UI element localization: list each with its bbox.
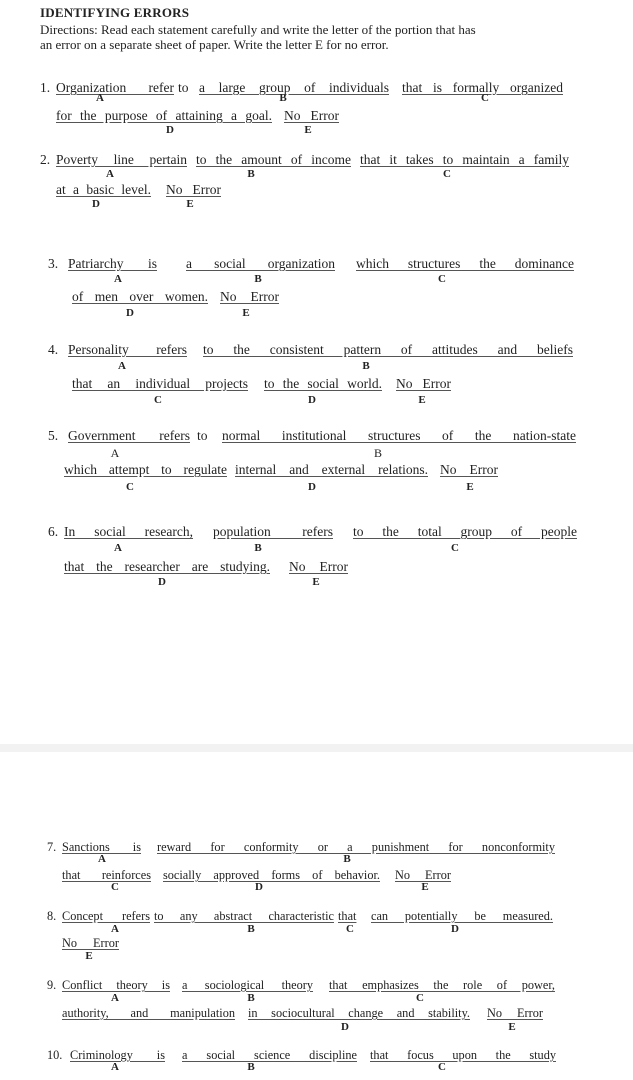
question-number: 1.: [40, 80, 51, 95]
portion-letter-label: E: [85, 950, 93, 962]
directions-line-2: an error on a separate sheet of paper. Write the letter E for no error.: [40, 37, 389, 52]
portion-letter-label: E: [421, 881, 429, 893]
portion-letter-label: C: [416, 992, 424, 1004]
portion-letter-label: B: [247, 168, 255, 180]
portion-letter-label: A: [114, 542, 122, 554]
statement-portion: that an individual projects: [72, 376, 248, 391]
statement-portion: Conflict theory is: [62, 978, 170, 992]
portion-letter-label: B: [247, 1061, 255, 1073]
portion-letter-label: B: [247, 992, 255, 1004]
statement-portion: that the researcher are studying.: [64, 559, 270, 574]
portion-letter-label: B: [373, 446, 383, 460]
portion-letter-label: A: [96, 92, 104, 104]
statement-portion: Criminology is: [70, 1048, 165, 1062]
statement-portion: to the social world.: [264, 376, 382, 391]
statement-portion: In social research,: [64, 524, 193, 539]
portion-letter-label: E: [186, 198, 194, 210]
statement-portion: Poverty line pertain: [56, 152, 187, 167]
portion-letter-label: D: [255, 881, 263, 893]
portion-letter-label: C: [443, 168, 451, 180]
portion-letter-label: A: [110, 446, 120, 460]
statement-portion: to the consistent pattern of attitudes and beliefs: [203, 342, 573, 357]
statement-portion: that: [338, 909, 357, 923]
portion-letter-label: C: [451, 542, 459, 554]
statement-portion: a social science discipline: [182, 1048, 357, 1062]
portion-letter-label: C: [481, 92, 489, 104]
statement-portion: reward for conformity or a punishment for nonconformity: [157, 840, 555, 854]
question-number: 3.: [48, 256, 59, 271]
statement-portion: No Error: [395, 868, 451, 882]
portion-letter-label: D: [166, 124, 174, 136]
portion-letter-label: A: [111, 992, 119, 1004]
statement-portion: that it takes to maintain a family: [360, 152, 569, 167]
portion-letter-label: A: [111, 1061, 119, 1073]
statement-portion: Sanctions is: [62, 840, 141, 854]
portion-letter-label: C: [154, 394, 162, 406]
portion-letter-label: B: [362, 360, 370, 372]
portion-letter-label: C: [438, 1061, 446, 1073]
statement-portion: a large group of individuals: [199, 80, 389, 95]
portion-letter-label: A: [98, 853, 106, 865]
portion-letter-label: B: [247, 923, 255, 935]
portion-letter-label: D: [341, 1021, 349, 1033]
portion-letter-label: E: [304, 124, 312, 136]
statement-portion: No Error: [487, 1006, 543, 1020]
statement-portion: No Error: [440, 462, 498, 477]
worksheet-title: IDENTIFYING ERRORS: [40, 5, 190, 20]
statement-portion: No Error: [284, 108, 339, 123]
statement-portion: Organization refer: [56, 80, 174, 95]
statement-portion: Concept refers: [62, 909, 150, 923]
statement-portion: to any abstract characteristic: [154, 909, 334, 923]
statement-portion: Government refers: [68, 428, 190, 443]
statement-portion: for the purpose of attaining a goal.: [56, 108, 272, 123]
portion-letter-label: D: [451, 923, 459, 935]
question-number: 2.: [40, 152, 51, 167]
statement-portion: No Error: [289, 559, 348, 574]
portion-letter-label: B: [254, 542, 262, 554]
statement-portion: No Error: [396, 376, 451, 391]
statement-portion: that emphasizes the role of power,: [329, 978, 555, 992]
statement-portion: to the total group of people: [353, 524, 577, 539]
statement-portion: that is formally organized: [402, 80, 563, 95]
question-number: 4.: [48, 342, 59, 357]
statement-portion: normal institutional structures of the nation-state: [222, 428, 576, 443]
statement-portion: in sociocultural change and stability.: [248, 1006, 470, 1020]
portion-letter-label: C: [126, 481, 134, 493]
connector-text: to: [197, 428, 208, 443]
portion-letter-label: C: [346, 923, 354, 935]
statement-portion: can potentially be measured.: [371, 909, 553, 923]
portion-letter-label: D: [126, 307, 134, 319]
portion-letter-label: E: [242, 307, 250, 319]
portion-letter-label: E: [508, 1021, 516, 1033]
statement-portion: a sociological theory: [182, 978, 313, 992]
portion-letter-label: A: [118, 360, 126, 372]
statement-portion: at a basic level.: [56, 182, 151, 197]
statement-portion: internal and external relations.: [235, 462, 428, 477]
statement-portion: No Error: [62, 936, 119, 950]
connector-text: to: [178, 80, 189, 95]
statement-portion: that focus upon the study: [370, 1048, 556, 1062]
statement-portion: socially approved forms of behavior.: [163, 868, 380, 882]
directions-line-1: Directions: Read each statement carefully and write the letter of the portion that has: [40, 22, 476, 37]
statement-portion: No Error: [166, 182, 221, 197]
statement-portion: which attempt to regulate: [64, 462, 227, 477]
portion-letter-label: B: [279, 92, 287, 104]
question-number: 6.: [48, 524, 59, 539]
question-number: 10.: [47, 1048, 63, 1062]
statement-portion: that reinforces: [62, 868, 151, 882]
statement-portion: authority, and manipulation: [62, 1006, 235, 1020]
statement-portion: which structures the dominance: [356, 256, 574, 271]
question-number: 5.: [48, 428, 59, 443]
portion-letter-label: D: [308, 394, 316, 406]
portion-letter-label: B: [254, 273, 262, 285]
page-break-divider: [0, 744, 633, 752]
portion-letter-label: D: [158, 576, 166, 588]
portion-letter-label: C: [111, 881, 119, 893]
portion-letter-label: E: [312, 576, 320, 588]
portion-letter-label: A: [114, 273, 122, 285]
portion-letter-label: A: [111, 923, 119, 935]
portion-letter-label: C: [438, 273, 446, 285]
question-number: 7.: [47, 840, 57, 854]
statement-portion: a social organization: [186, 256, 335, 271]
question-number: 8.: [47, 909, 57, 923]
portion-letter-label: B: [343, 853, 351, 865]
portion-letter-label: D: [308, 481, 316, 493]
statement-portion: to the amount of income: [196, 152, 351, 167]
statement-portion: No Error: [220, 289, 279, 304]
portion-letter-label: E: [418, 394, 426, 406]
statement-portion: Patriarchy is: [68, 256, 157, 271]
question-number: 9.: [47, 978, 57, 992]
statement-portion: of men over women.: [72, 289, 208, 304]
statement-portion: population refers: [213, 524, 333, 539]
portion-letter-label: D: [92, 198, 100, 210]
portion-letter-label: E: [466, 481, 474, 493]
statement-portion: Personality refers: [68, 342, 187, 357]
portion-letter-label: A: [106, 168, 114, 180]
